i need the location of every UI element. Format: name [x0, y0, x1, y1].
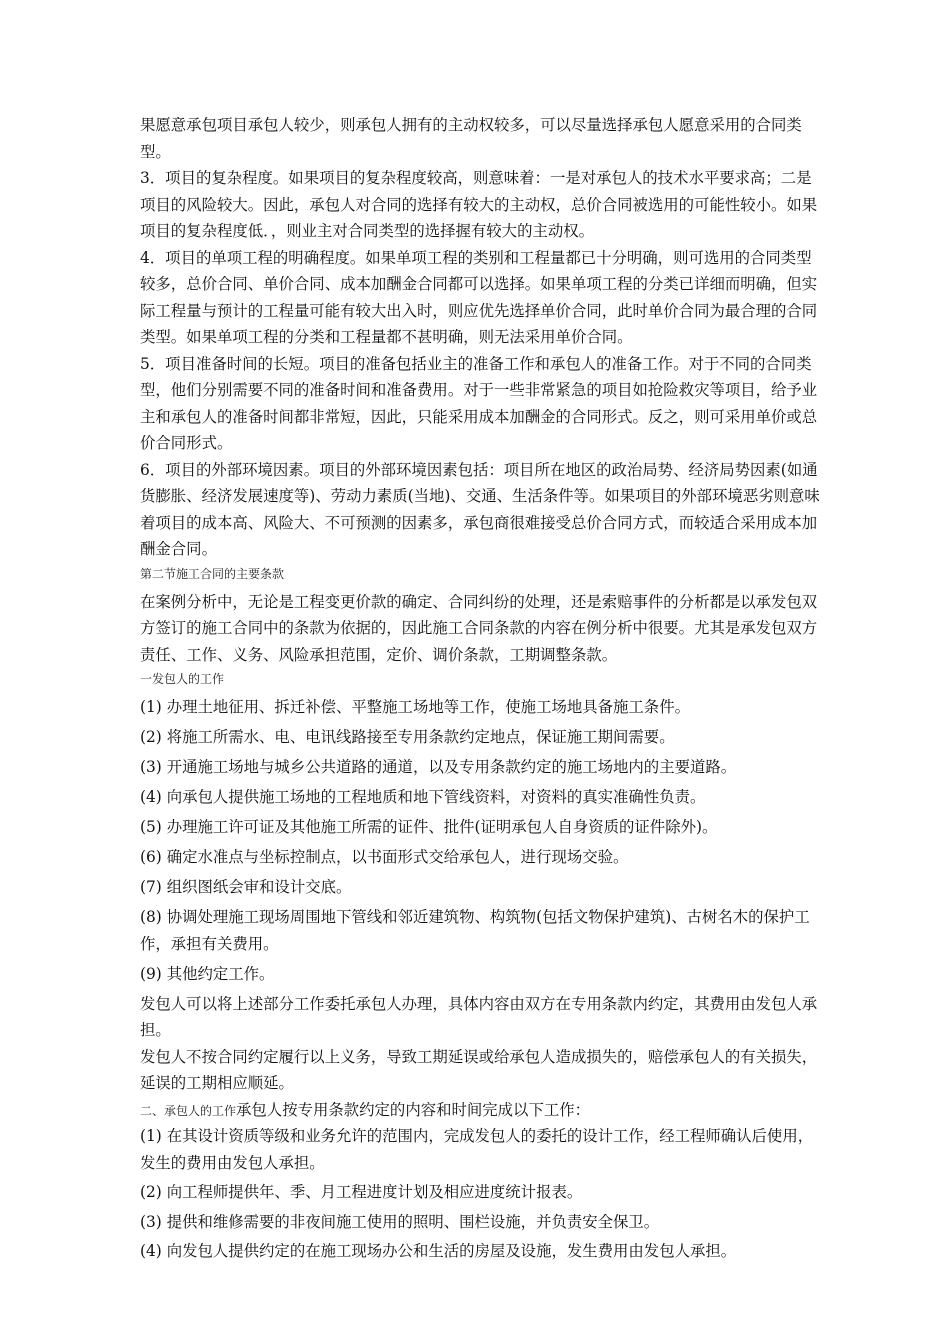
section-intro: 在案例分析中，无论是工程变更价款的确定、合同纠纷的处理，还是索赔事件的分析都是以承发包双方签订的施工合同中的条款为依据的，因此施工合同条款的内容在例分析中很要。尤其是承发包双方责任、工作、义务、风险承担范围，定价、调价条款，工期调整条款。 [140, 592, 818, 664]
employer-item: (6) 确定水准点与坐标控制点，以书面形式交给承包人，进行现场交验。 [140, 848, 629, 866]
contractor-item: (4) 向发包人提供约定的在施工现场办公和生活的房屋及设施，发生费用由发包人承担。 [140, 1242, 737, 1260]
employer-item: (2) 将施工所需水、电、电讯线路接至专用条款约定地点，保证施工期间需要。 [140, 728, 675, 746]
paragraph-external-environment: 6．项目的外部环境因素。项目的外部环境因素包括：项目所在地区的政治局势、经济局势因素(如通货膨胀、经济发展速度等)、劳动力素质(当地)、交通、生活条件等。如果项目的外部环境恶劣则意味着项目的成本高、风险大、不可预测的因素多，承包商很难接受总价合同方式，而较适合采用成本加酬金合同。 [140, 460, 820, 558]
contractor-item: (3) 提供和维修需要的非夜间施工使用的照明、围栏设施，并负责安全保卫。 [140, 1212, 660, 1231]
employer-item: (9) 其他约定工作。 [140, 964, 275, 983]
contractor-heading-label: 二、承包人的工作 [140, 1103, 237, 1118]
employer-item: (3) 开通施工场地与城乡公共道路的通道，以及专用条款约定的施工场地内的主要道路。 [140, 758, 737, 776]
employer-item: (7) 组织图纸会审和设计交底。 [140, 878, 352, 896]
employer-note: 发包人不按合同约定履行以上义务，导致工期延误或给承包人造成损失的，赔偿承包人的有关损失，延误的工期相应顺延。 [140, 1047, 818, 1092]
employer-note: 发包人可以将上述部分工作委托承包人办理，具体内容由双方在专用条款内约定，其费用由发包人承担。 [140, 994, 818, 1039]
contractor-item: (1) 在其设计资质等级和业务允许的范围内，完成发包人的委托的设计工作，经工程师确认后使用，发生的费用由发包人承担。 [140, 1127, 814, 1172]
employer-item: (4) 向承包人提供施工场地的工程地质和地下管线资料，对资料的真实准确性负责。 [140, 788, 706, 806]
paragraph-continuation: 果愿意承包项目承包人较少，则承包人拥有的主动权较多，可以尽量选择承包人愿意采用的合同类型。 [140, 116, 802, 161]
section-heading: 第二节施工合同的主要条款 [140, 566, 285, 581]
employer-item: (5) 办理施工许可证及其他施工所需的证件、批件(证明承包人自身资质的证件除外)。 [140, 818, 718, 836]
employer-heading: 一发包人的工作 [140, 672, 225, 686]
paragraph-complexity: 3．项目的复杂程度。如果项目的复杂程度较高，则意味着：一是对承包人的技术水平要求高；二是项目的风险较大。因此，承包人对合同的选择有较大的主动权，总价合同被选用的可能性较小。如果项目的复杂程度低．，则业主对合同类型的选择握有较大的主动权。 [140, 169, 818, 240]
contractor-heading-text: 承包人按专用条款约定的内容和时间完成以下工作： [236, 1100, 591, 1119]
paragraph-preparation-time: 5．项目准备时间的长短。项目的准备包括业主的准备工作和承包人的准备工作。对于不同的合同类型，他们分别需要不同的准备时间和准备费用。对于一些非常紧急的项目如抢险救灾等项目，给予业主和承包人的准备时间都非常短，因此，只能采用成本加酬金的合同形式。反之，则可采用单价或总价合同形式。 [140, 354, 818, 452]
employer-item: (1) 办理土地征用、拆迁补偿、平整施工场地等工作，使施工场地具备施工条件。 [140, 698, 690, 716]
document-page [140, 112, 820, 1268]
paragraph-clarity: 4．项目的单项工程的明确程度。如果单项工程的类别和工程量都已十分明确，则可选用的合同类型较多，总价合同、单价合同、成本加酬金合同都可以选择。如果单项工程的分类已详细而明确，但实际工程量与预计的工程量可能有较大出入时，则应优先选择单价合同，此时单价合同为最合理的合同类型。如果单项工程的分类和工程量都不甚明确，则无法采用单价合同。 [140, 248, 818, 346]
contractor-item: (2) 向工程师提供年、季、月工程进度计划及相应进度统计报表。 [140, 1183, 583, 1201]
contractor-heading [140, 1097, 820, 1124]
employer-item: (8) 协调处理施工现场周围地下管线和邻近建筑物、构筑物(包括文物保护建筑)、古树名木的保护工作，承担有关费用。 [140, 908, 810, 953]
